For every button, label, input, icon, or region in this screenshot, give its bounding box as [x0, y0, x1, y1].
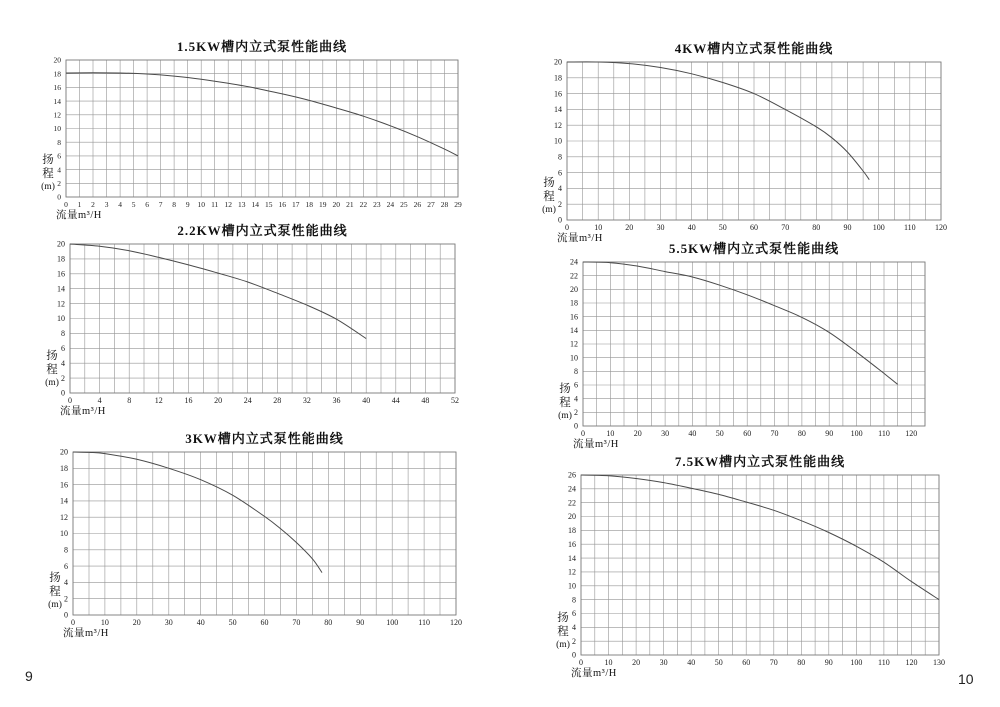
- svg-text:20: 20: [214, 396, 223, 405]
- y-tick-labels: [568, 471, 576, 660]
- y-axis-label: 扬 程 (m): [558, 383, 572, 421]
- chart-title: 7.5KW槽内立式泵性能曲线: [674, 454, 846, 469]
- svg-text:2: 2: [64, 594, 68, 604]
- svg-text:0: 0: [61, 388, 65, 398]
- svg-text:12: 12: [57, 299, 65, 309]
- y-axis-label: 扬 程 (m): [41, 154, 55, 192]
- grid-lines: [567, 62, 941, 220]
- svg-text:6: 6: [145, 200, 149, 209]
- svg-text:60: 60: [743, 429, 752, 438]
- grid-lines: [70, 244, 455, 393]
- svg-text:36: 36: [332, 396, 341, 405]
- svg-text:15: 15: [265, 200, 273, 209]
- svg-text:24: 24: [243, 396, 252, 405]
- svg-text:110: 110: [418, 618, 430, 627]
- chart-1-5kw: [32, 22, 474, 231]
- svg-text:29: 29: [454, 200, 462, 209]
- svg-text:120: 120: [905, 429, 918, 438]
- y-tick-labels: [570, 258, 578, 431]
- svg-text:23: 23: [373, 200, 381, 209]
- x-axis-label: 流量m³/H: [56, 210, 102, 221]
- svg-text:20: 20: [57, 239, 65, 249]
- svg-text:60: 60: [750, 223, 758, 232]
- performance-curve: [583, 262, 898, 384]
- y-tick-labels: [60, 448, 68, 620]
- svg-text:70: 70: [770, 429, 779, 438]
- svg-text:50: 50: [228, 618, 237, 627]
- svg-text:18: 18: [305, 200, 314, 209]
- svg-text:30: 30: [656, 223, 665, 232]
- svg-text:16: 16: [278, 200, 287, 209]
- y-axis-label: 扬 程 (m): [556, 612, 570, 650]
- svg-text:14: 14: [554, 105, 562, 115]
- svg-text:6: 6: [57, 151, 61, 161]
- svg-text:10: 10: [570, 353, 578, 363]
- svg-text:0: 0: [57, 192, 61, 202]
- svg-text:18: 18: [568, 526, 576, 536]
- svg-text:0: 0: [581, 429, 585, 438]
- svg-text:16: 16: [60, 480, 68, 490]
- svg-text:16: 16: [184, 396, 193, 405]
- chart-3kw: [39, 414, 472, 649]
- svg-text:26: 26: [413, 200, 422, 209]
- svg-text:14: 14: [60, 496, 68, 506]
- svg-text:3: 3: [104, 200, 109, 209]
- chart-title: 2.2KW槽内立式泵性能曲线: [177, 223, 348, 238]
- svg-text:40: 40: [687, 658, 696, 667]
- svg-text:70: 70: [781, 223, 790, 232]
- svg-text:12: 12: [554, 120, 562, 130]
- svg-text:80: 80: [797, 658, 806, 667]
- y-axis-label: 扬 程 (m): [45, 350, 59, 388]
- svg-text:10: 10: [594, 223, 603, 232]
- svg-text:0: 0: [558, 215, 562, 225]
- svg-text:8: 8: [558, 152, 562, 162]
- chart-title: 3KW槽内立式泵性能曲线: [185, 431, 344, 446]
- svg-text:18: 18: [60, 464, 68, 473]
- svg-text:90: 90: [356, 618, 365, 627]
- svg-text:14: 14: [570, 326, 578, 335]
- svg-text:0: 0: [565, 223, 569, 232]
- performance-curve: [567, 62, 869, 180]
- svg-text:25: 25: [400, 200, 408, 209]
- svg-text:13: 13: [237, 200, 246, 209]
- chart-title: 1.5KW槽内立式泵性能曲线: [176, 39, 348, 54]
- svg-text:5: 5: [131, 200, 136, 209]
- svg-text:2: 2: [61, 373, 65, 383]
- svg-text:10: 10: [606, 429, 615, 438]
- y-tick-labels: [554, 58, 562, 225]
- x-axis-label: 流量m³/H: [63, 628, 109, 639]
- svg-text:120: 120: [935, 223, 947, 232]
- svg-text:50: 50: [714, 658, 723, 667]
- svg-text:80: 80: [324, 618, 333, 627]
- y-tick-labels: [57, 240, 65, 398]
- svg-text:100: 100: [850, 658, 863, 667]
- svg-text:17: 17: [292, 200, 300, 209]
- x-axis-label: 流量m³/H: [571, 668, 617, 679]
- svg-text:2: 2: [574, 408, 578, 417]
- svg-text:28: 28: [440, 200, 449, 209]
- svg-text:12: 12: [154, 396, 163, 405]
- grid-lines: [73, 452, 456, 615]
- svg-text:14: 14: [53, 96, 61, 106]
- x-tick-labels: [71, 618, 462, 627]
- svg-text:110: 110: [878, 429, 890, 438]
- svg-text:40: 40: [687, 223, 696, 232]
- svg-text:0: 0: [64, 200, 68, 209]
- svg-text:60: 60: [742, 658, 751, 667]
- svg-text:0: 0: [68, 396, 72, 405]
- svg-text:90: 90: [843, 223, 852, 232]
- svg-text:21: 21: [346, 200, 354, 209]
- svg-text:20: 20: [53, 55, 61, 65]
- svg-text:24: 24: [568, 484, 576, 494]
- svg-text:20: 20: [632, 658, 641, 667]
- svg-text:4: 4: [97, 396, 102, 405]
- chart-title: 5.5KW槽内立式泵性能曲线: [668, 241, 840, 256]
- performance-curve: [73, 452, 322, 573]
- svg-text:48: 48: [421, 396, 430, 405]
- svg-text:22: 22: [568, 498, 576, 508]
- chart-title: 4KW槽内立式泵性能曲线: [674, 41, 834, 56]
- svg-text:100: 100: [872, 223, 885, 232]
- svg-text:6: 6: [574, 380, 578, 390]
- grid-lines: [581, 475, 939, 655]
- svg-text:70: 70: [769, 658, 778, 667]
- svg-text:10: 10: [197, 200, 205, 209]
- svg-text:14: 14: [251, 200, 259, 209]
- y-axis-label: 扬 程 (m): [48, 572, 62, 610]
- svg-text:10: 10: [60, 529, 68, 539]
- svg-text:8: 8: [172, 200, 176, 209]
- svg-text:8: 8: [57, 137, 61, 147]
- y-tick-labels: [54, 56, 62, 202]
- svg-text:12: 12: [568, 567, 576, 577]
- svg-text:20: 20: [554, 57, 562, 67]
- svg-text:6: 6: [558, 168, 562, 178]
- svg-text:20: 20: [568, 512, 576, 522]
- svg-text:8: 8: [574, 367, 578, 376]
- svg-text:20: 20: [570, 285, 578, 294]
- svg-text:20: 20: [332, 200, 341, 209]
- svg-text:24: 24: [386, 200, 395, 209]
- svg-text:18: 18: [570, 298, 578, 308]
- svg-text:10: 10: [604, 658, 613, 667]
- svg-text:12: 12: [570, 339, 578, 349]
- pump-curve-plot: [39, 444, 472, 649]
- svg-text:16: 16: [554, 89, 562, 99]
- svg-text:120: 120: [450, 618, 462, 627]
- svg-text:40: 40: [688, 429, 697, 438]
- svg-text:26: 26: [568, 470, 576, 480]
- svg-text:52: 52: [451, 396, 459, 405]
- svg-text:1: 1: [77, 200, 82, 209]
- svg-text:10: 10: [554, 136, 562, 146]
- svg-text:50: 50: [718, 223, 727, 232]
- y-axis-label: 扬 程 (m): [542, 177, 556, 215]
- svg-text:14: 14: [57, 284, 65, 294]
- svg-text:90: 90: [824, 658, 833, 667]
- svg-text:9: 9: [185, 200, 190, 209]
- svg-text:80: 80: [797, 429, 806, 438]
- svg-text:80: 80: [812, 223, 821, 232]
- pump-curve-plot: [36, 236, 471, 427]
- svg-text:8: 8: [61, 329, 65, 339]
- svg-text:40: 40: [196, 618, 205, 627]
- svg-text:8: 8: [127, 396, 132, 405]
- svg-text:14: 14: [568, 553, 576, 563]
- svg-text:10: 10: [568, 581, 576, 591]
- svg-text:18: 18: [554, 73, 562, 83]
- svg-text:0: 0: [64, 610, 68, 620]
- page-number-left: 9: [25, 668, 33, 684]
- svg-text:110: 110: [878, 658, 890, 667]
- svg-text:11: 11: [211, 200, 219, 209]
- svg-text:120: 120: [905, 658, 918, 667]
- svg-text:70: 70: [292, 618, 301, 627]
- svg-text:4: 4: [118, 200, 122, 209]
- svg-text:100: 100: [850, 429, 863, 438]
- chart-2-2kw: [36, 206, 471, 427]
- svg-text:4: 4: [574, 394, 578, 404]
- svg-text:4: 4: [61, 358, 65, 368]
- svg-text:24: 24: [570, 257, 578, 267]
- svg-text:18: 18: [53, 69, 61, 79]
- chart-7-5kw: [547, 437, 955, 689]
- svg-text:7: 7: [158, 200, 163, 209]
- svg-text:2: 2: [572, 636, 576, 646]
- svg-text:8: 8: [64, 545, 68, 555]
- svg-text:12: 12: [60, 512, 68, 522]
- svg-text:22: 22: [359, 200, 368, 209]
- page-number-right: 10: [958, 671, 974, 687]
- x-tick-labels: [68, 396, 459, 405]
- svg-text:27: 27: [427, 200, 435, 209]
- svg-text:8: 8: [572, 595, 576, 605]
- svg-text:12: 12: [224, 200, 232, 209]
- grid-lines: [66, 60, 458, 197]
- grid-lines: [583, 262, 925, 426]
- chart-5-5kw: [549, 224, 941, 460]
- svg-text:20: 20: [60, 447, 68, 457]
- svg-text:6: 6: [572, 609, 576, 619]
- svg-text:19: 19: [319, 200, 327, 209]
- svg-text:130: 130: [933, 658, 945, 667]
- svg-text:4: 4: [64, 578, 68, 588]
- svg-text:20: 20: [132, 618, 141, 627]
- svg-text:0: 0: [71, 618, 75, 627]
- svg-text:0: 0: [579, 658, 583, 667]
- svg-text:20: 20: [633, 429, 642, 438]
- svg-text:110: 110: [903, 223, 916, 232]
- chart-4kw: [533, 24, 957, 254]
- svg-text:0: 0: [574, 421, 578, 431]
- svg-text:30: 30: [659, 658, 668, 667]
- svg-text:100: 100: [386, 618, 399, 627]
- svg-text:10: 10: [53, 124, 61, 134]
- svg-text:10: 10: [57, 314, 65, 324]
- svg-text:12: 12: [53, 110, 61, 120]
- svg-text:0: 0: [572, 650, 576, 660]
- svg-text:10: 10: [100, 618, 109, 627]
- svg-text:16: 16: [570, 312, 578, 322]
- svg-text:90: 90: [825, 429, 834, 438]
- svg-text:18: 18: [57, 254, 65, 264]
- x-axis-label: 流量m³/H: [60, 406, 106, 417]
- svg-text:28: 28: [273, 396, 282, 405]
- performance-curve: [66, 73, 458, 156]
- svg-text:40: 40: [362, 396, 371, 405]
- x-tick-labels: [579, 658, 945, 667]
- svg-text:16: 16: [568, 539, 576, 549]
- x-axis-label: 流量m³/H: [573, 439, 619, 450]
- svg-text:2: 2: [558, 199, 562, 209]
- x-axis-label: 流量m³/H: [557, 233, 603, 244]
- svg-text:2: 2: [91, 200, 95, 209]
- svg-text:6: 6: [64, 561, 68, 571]
- svg-text:22: 22: [570, 271, 578, 281]
- svg-text:2: 2: [57, 179, 61, 188]
- svg-text:16: 16: [53, 83, 61, 93]
- svg-text:4: 4: [57, 165, 61, 175]
- svg-text:60: 60: [260, 618, 269, 627]
- svg-text:4: 4: [558, 184, 562, 194]
- svg-text:20: 20: [625, 223, 634, 232]
- svg-text:50: 50: [715, 429, 724, 438]
- svg-text:44: 44: [391, 396, 400, 405]
- svg-text:4: 4: [572, 623, 576, 632]
- pump-curve-plot: [549, 254, 941, 460]
- svg-text:30: 30: [164, 618, 173, 627]
- svg-text:30: 30: [661, 429, 670, 438]
- pump-curve-plot: [32, 52, 474, 231]
- svg-text:16: 16: [57, 269, 65, 279]
- svg-text:6: 6: [61, 344, 65, 353]
- pump-curve-plot: [547, 467, 955, 689]
- svg-text:32: 32: [302, 396, 311, 405]
